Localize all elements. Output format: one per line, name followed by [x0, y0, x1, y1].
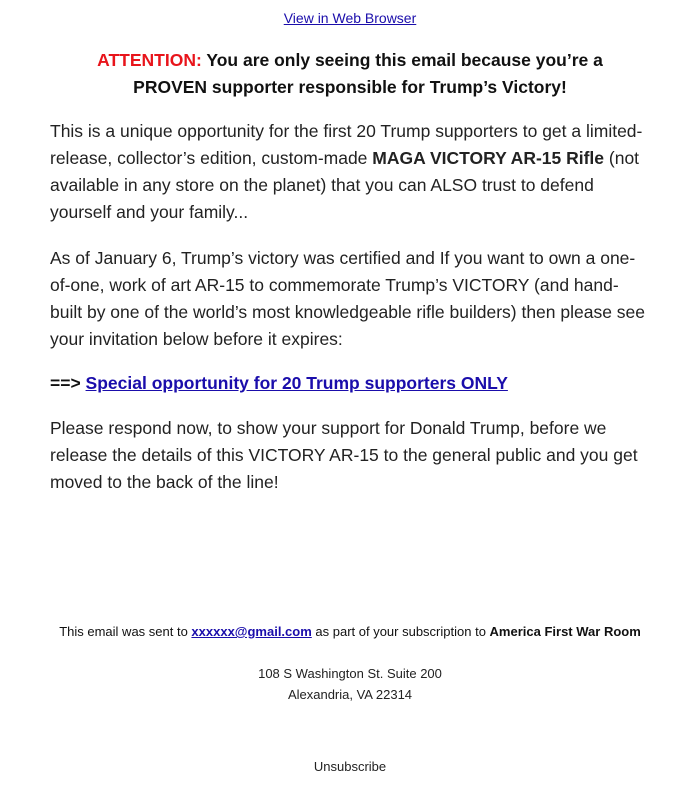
sent-prefix: This email was sent to [59, 624, 192, 639]
view-in-browser-row [0, 10, 700, 26]
address-line2: Alexandria, VA 22314 [287, 687, 413, 702]
respond-text: Please respond now, to show your support for Donald Trump, before we release the details of this VICTORY AR-15 to the general public and you get moved to the back of the line! [50, 418, 638, 492]
recipient-email-link[interactable]: xxxxxx@gmail.com [191, 624, 312, 639]
certification-paragraph [50, 245, 650, 353]
cta-arrow: ==> [50, 373, 81, 393]
mailing-address [0, 663, 700, 705]
product-name: MAGA VICTORY AR-15 Rifle [372, 148, 605, 168]
organization-name: America First War Room [489, 624, 641, 639]
intro-paragraph [50, 118, 650, 226]
attention-banner [50, 47, 650, 101]
attention-label: ATTENTION: [97, 50, 202, 70]
certification-text: As of January 6, Trump’s victory was certified and If you want to own a one-of-one, work of art AR-15 to commemorate Trump’s VICTORY (and hand-built by one of the world’s most knowledgeable rifle builders) then please see your invitation below before it expires: [50, 248, 646, 349]
subscription-notice [0, 624, 700, 639]
respond-paragraph [50, 415, 650, 496]
cta-row [50, 370, 650, 397]
special-opportunity-link[interactable]: Special opportunity for 20 Trump supporters ONLY [85, 373, 508, 393]
unsubscribe-row [0, 759, 700, 774]
attention-line2: PROVEN supporter responsible for Trump’s Victory! [133, 77, 567, 97]
address-line1: 108 S Washington St. Suite 200 [258, 666, 442, 681]
intro-text-after: (not available in any store on the planet) that you can ALSO trust to defend yourself and your family... [50, 148, 640, 222]
unsubscribe-link[interactable]: Unsubscribe [313, 759, 387, 774]
view-in-browser-link[interactable]: View in Web Browser [283, 10, 417, 26]
sent-middle: as part of your subscription to [311, 624, 490, 639]
attention-line1: You are only seeing this email because you’re a [201, 50, 603, 70]
intro-text-before: This is a unique opportunity for the first 20 Trump supporters to get a limited-release, collector’s edition, custom-made [50, 121, 643, 168]
